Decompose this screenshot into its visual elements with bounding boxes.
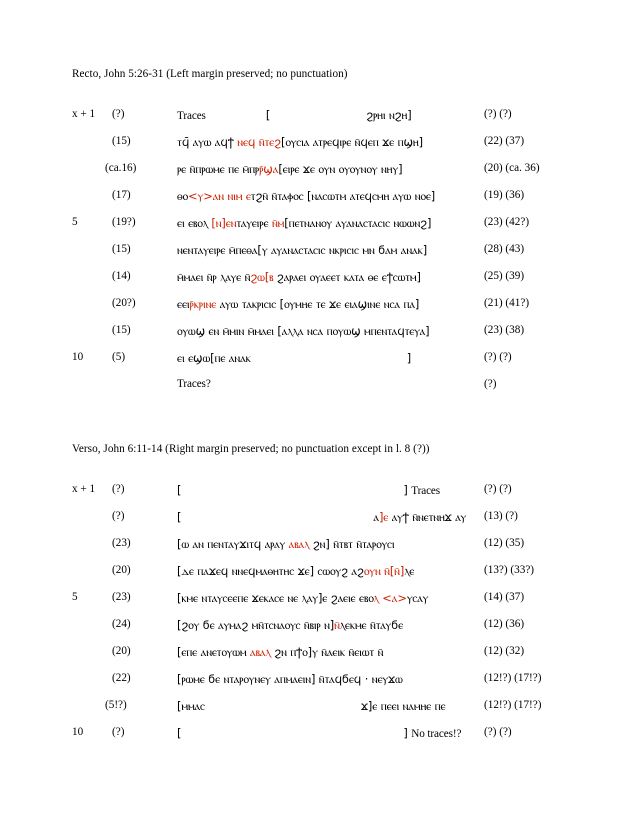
verso-heading: Verso, John 6:11-14 (Right margin preserved; no punctuation except in l. 8 (?)) (72, 443, 430, 455)
letter-count: (?) (112, 483, 125, 495)
reconstruction-figures: (28) (43) (484, 243, 525, 255)
letter-count: (17) (112, 189, 131, 201)
reconstruction-figures: (22) (37) (484, 135, 525, 147)
transcription-text: Traces [ ϩⲣⲏⲓ ⲛϩⲏ] (177, 108, 412, 122)
table-row (72, 699, 582, 726)
line-number: 10 (72, 351, 84, 363)
letter-count: (?) (112, 510, 125, 522)
table-row (72, 297, 582, 324)
letter-count: (22) (112, 672, 131, 684)
letter-count: (14) (112, 270, 131, 282)
table-row (72, 108, 582, 135)
reconstruction-figures: (13?) (33?) (484, 564, 535, 576)
transcription-text: [ϩⲟⲩ ϭⲉ ⲁⲩⲙⲁϩ ⲙⲛ̄ⲧⲥⲛⲁⲟⲩⲥ ⲛ̄ⲃⲓⲣ ⲛ]ⲛ̄ⲗⲉⲕⲙⲉ ⲛ̄ⲧⲁⲩϭⲉ (177, 618, 404, 632)
table-row (72, 135, 582, 162)
reconstruction-figures: (25) (39) (484, 270, 525, 282)
reconstruction-figures: (19) (36) (484, 189, 525, 201)
transcription-text: [ⲉⲡⲉ ⲁⲛⲉⲧⲟⲩⲱⲙ ⲁⲃⲁⲗ ϩⲛ ⲡϯⲟ]ⲩ ⲛ̄ⲁⲉⲓⲕ ⲛ̄ⲉⲓⲱⲧ ⲛ̄ (177, 645, 384, 659)
transcription-text: [ⲇⲉ ⲡⲁϫⲉϥ ⲛⲛⲉϥⲙⲁⲑⲏⲧⲏⲥ ϫⲉ] ⲥⲱⲟⲩϩ ⲁϩⲟⲩⲛ ⲛ̄[ⲛ̄]ⲗⲉ (177, 564, 415, 578)
transcription-text: ⲉⲉⲓⲣ̄ⲕⲣⲓⲛⲉ ⲁⲩⲱ ⲧⲁⲕⲣⲓⲥⲓⲥ [ⲟⲩⲙⲏⲉ ⲧⲉ ϫⲉ ⲉⲓⲁϣⲓⲛⲉ ⲛⲥⲁ ⲡⲁ] (177, 297, 420, 311)
table-row (72, 162, 582, 189)
transcription-text: ⲙ̄ⲙⲁⲉⲓ ⲛ̄ⲣ ⲗⲁⲩⲉ ⲛ̄ϩⲱ[ⲃ ϩⲁⲣⲁⲉⲓ ⲟⲩⲁⲉⲉⲧ ⲕⲁⲧⲁ ⲑⲉ ⲉϯⲥⲱⲧⲙ] (177, 270, 421, 284)
transcription-text: [ ] Traces (177, 483, 441, 497)
line-number: 5 (72, 216, 78, 228)
recto-heading: Recto, John 5:26-31 (Left margin preserved; no punctuation) (72, 68, 348, 80)
reconstruction-figures: (21) (41?) (484, 297, 530, 309)
transcription-text: ⲛⲉⲛⲧⲁⲩⲉⲓⲣⲉ ⲙ̄ⲡⲉⲑⲁ[ⲩ ⲁⲩⲁⲛⲁⲥⲧⲁⲥⲓⲥ ⲛⲕⲣⲓⲥⲓⲥ ⲙⲛ ϭⲁⲙ ⲁⲛⲁⲕ] (177, 243, 428, 257)
recto-section (72, 68, 582, 405)
line-number: x + 1 (72, 483, 96, 495)
letter-count: (20) (112, 564, 131, 576)
table-row (72, 483, 582, 510)
reconstruction-figures: (?) (?) (484, 483, 512, 495)
reconstruction-figures: (20) (ca. 36) (484, 162, 540, 174)
transcription-text: [ⲱ ⲁⲛ ⲡⲉⲛⲧⲁⲩϫⲓⲧϥ ⲁⲣⲁⲩ ⲁⲃⲁⲗ ϩⲛ] ⲛ̄ⲧⲃⲧ ⲛ̄ⲧⲁⲣⲟⲩⲥⲓ (177, 537, 395, 551)
reconstruction-figures: (13) (?) (484, 510, 518, 522)
transcription-text: [ ] No traces!? (177, 726, 462, 740)
reconstruction-figures: (14) (37) (484, 591, 525, 603)
letter-count: (24) (112, 618, 131, 630)
transcription-text: [ ⲁ]ⲉ ⲁⲩϯ ⲛ̄ⲛⲉⲧⲛⲏϫ ⲁⲩ (177, 510, 467, 524)
letter-count: (15) (112, 135, 131, 147)
line-number: x + 1 (72, 108, 96, 120)
table-row (72, 351, 582, 378)
letter-count: (19?) (112, 216, 136, 228)
letter-count: (20) (112, 645, 131, 657)
transcription-text: ⲉⲓ ⲉⲃⲟⲗ [ⲛ]ⲉⲛⲧⲁⲩⲉⲓⲣⲉ ⲛ̄ⲙ[ⲡⲉⲧⲛⲁⲛⲟⲩ ⲁⲩⲁⲛⲁⲥⲧⲁⲥⲓⲥ ⲛⲱⲱⲛϩ] (177, 216, 432, 230)
reconstruction-figures: (?) (?) (484, 351, 512, 363)
table-row (72, 378, 582, 405)
table-row (72, 645, 582, 672)
letter-count: (20?) (112, 297, 136, 309)
letter-count: (5!?) (105, 699, 127, 711)
reconstruction-figures: (?) (484, 378, 497, 390)
transcription-text: ⲧϥ̄ ⲁⲩⲱ ⲁϥϯ ⲛⲉϥ ⲛ̄ⲧⲉϩ[ⲟⲩⲥⲓⲁ ⲁⲧⲣⲉϥⲓⲣⲉ ⲛ̄ϥⲉⲡ ϫⲉ ⲡϣⲏ] (177, 135, 423, 149)
reconstruction-figures: (12) (35) (484, 537, 525, 549)
transcription-text: ⲣⲉ ⲛ̄ⲡⲣⲱⲙⲉ ⲡⲉ ⲙ̄ⲡⲣⲣ̄ϣⲁ[ⲉⲓⲣⲉ ϫⲉ ⲟⲩⲛ ⲟⲩⲟⲩⲛⲟⲩ ⲛⲏⲩ] (177, 162, 403, 176)
transcription-text: [ⲙⲙⲁⲥ ϫ]ⲉ ⲡⲉⲉⲓ ⲛⲁⲙⲏⲉ ⲡⲉ (177, 699, 446, 713)
reconstruction-figures: (23) (38) (484, 324, 525, 336)
line-number: 5 (72, 591, 78, 603)
letter-count: (23) (112, 591, 131, 603)
verso-section (72, 443, 582, 753)
transcription-text: ⲟⲩⲱϣ ⲉⲛ ⲙ̄ⲙⲓⲛ ⲙ̄ⲙⲁⲉⲓ [ⲁⲗⲗⲁ ⲛⲥⲁ ⲡⲟⲩⲱϣ ⲙⲡⲉⲛⲧⲁϥⲧⲉⲩⲁ] (177, 324, 430, 338)
reconstruction-figures: (12!?) (17!?) (484, 672, 542, 684)
table-row (72, 243, 582, 270)
recto-rows (72, 108, 582, 405)
reconstruction-figures: (12) (36) (484, 618, 525, 630)
transcription-text: ⲉⲓ ⲉϣⲱ[ⲡⲉ ⲁⲛⲁⲕ ] (177, 351, 412, 365)
transcription-text: Traces? (177, 378, 211, 390)
transcription-text: [ⲣⲱⲙⲉ ϭⲉ ⲛⲧⲁⲣⲟⲩⲛⲉⲩ ⲁⲡⲙⲁⲉⲓⲛ] ⲛ̄ⲧⲁϥϭⲉϥ · ⲛⲉⲩϫⲱ (177, 672, 403, 686)
table-row (72, 189, 582, 216)
table-row (72, 216, 582, 243)
letter-count: (23) (112, 537, 131, 549)
letter-count: (15) (112, 324, 131, 336)
reconstruction-figures: (?) (?) (484, 726, 512, 738)
table-row (72, 564, 582, 591)
reconstruction-figures: (12!?) (17!?) (484, 699, 542, 711)
reconstruction-figures: (12) (32) (484, 645, 525, 657)
table-row (72, 270, 582, 297)
letter-count: (ca.16) (105, 162, 137, 174)
table-row (72, 726, 582, 753)
table-row (72, 618, 582, 645)
table-row (72, 672, 582, 699)
reconstruction-figures: (23) (42?) (484, 216, 530, 228)
letter-count: (5) (112, 351, 126, 363)
transcription-text: [ⲕⲙⲉ ⲛⲧⲁⲩⲥⲉⲉⲡⲉ ϫⲉⲕⲁⲥⲉ ⲛⲉ ⲗⲁⲩ]ⲉ ϩⲁⲉⲓⲉ ⲉⲃⲟⲗ <ⲁ>ⲩⲥⲁⲩ (177, 591, 429, 605)
letter-count: (?) (112, 726, 125, 738)
letter-count: (?) (112, 108, 125, 120)
reconstruction-figures: (?) (?) (484, 108, 512, 120)
table-row (72, 510, 582, 537)
table-row (72, 591, 582, 618)
table-row (72, 537, 582, 564)
line-number: 10 (72, 726, 84, 738)
verso-rows (72, 483, 582, 753)
transcription-text: ⲑⲟ<ⲩ>ⲁⲛ ⲛⲓⲙ ⲉⲧϩⲛ̄ ⲛ̄ⲧⲁⲫⲟⲥ [ⲛⲁⲥⲱⲧⲙ ⲁⲧⲉϥⲥⲙⲏ ⲁⲩⲱ ⲛⲟⲉ] (177, 189, 436, 203)
letter-count: (15) (112, 243, 131, 255)
table-row (72, 324, 582, 351)
